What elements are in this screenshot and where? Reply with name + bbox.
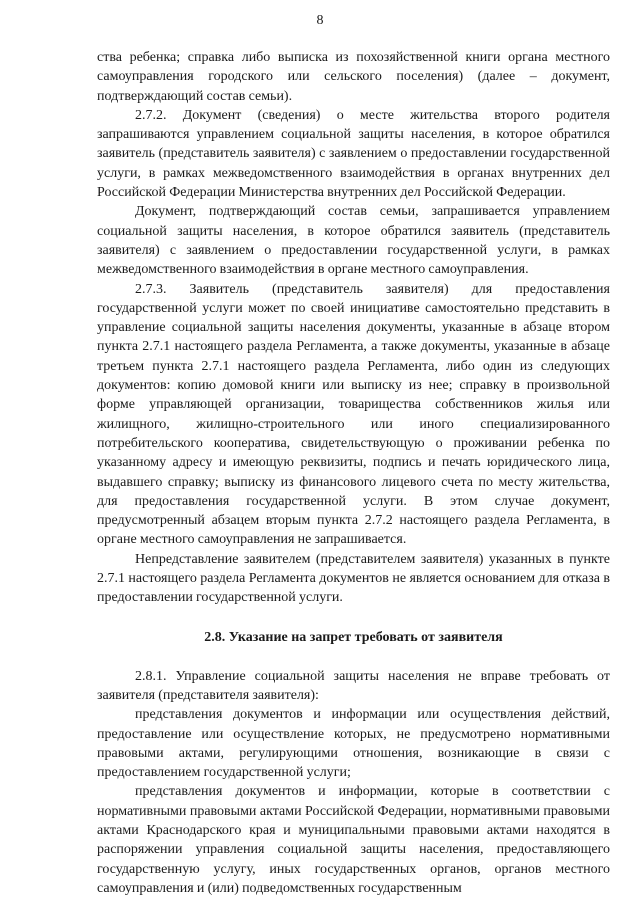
paragraph-2-8-1: 2.8.1. Управление социальной защиты населения не вправе требовать от заявителя (представителя заявителя):	[97, 668, 610, 703]
paragraph-non-submission: Непредставление заявителем (представителем заявителя) указанных в пункте 2.7.1 настоящего раздела Регламента документов не является основанием для отказа в предоставлении государственной услуги.	[97, 551, 610, 606]
paragraph-1: ства ребенка; справка либо выписка из похозяйственной книги органа местного самоуправления городского или сельского поселения) (далее – документ, подтверждающий состав семьи).	[97, 50, 610, 104]
paragraph-2-7-3: 2.7.3. Заявитель (представитель заявителя) для предоставления государственной услуги может по своей инициативе самостоятельно представить в управление социальной защиты населения документы, указанные в абзаце втором пункта 2.7.1 настоящего раздела Регламента, а также документы, указанные в абзаце третьем пункта 2.7.1 настоящего раздела Регламента, либо один из следующих документов: копию домовой книги или выписку из нее; справку в произвольной форме управляющей организации, товарищества собственников жилья или жилищного, жилищно-строительного или иного специализированного потребительского кооператива, свидетельствующую о проживании ребенка по указанному адресу и имеющую реквизиты, подпись и печать юридического лица, выдавшего справку; выписку из финансового лицевого счета по месту жительства, для предоставления государственной услуги. В этом случае документ, предусмотренный абзацем вторым пункта 2.7.2 настоящего раздела Регламента, в органе местного самоуправления не запрашивается.	[97, 281, 610, 548]
page-number: 8	[316, 13, 324, 28]
paragraph-documents-actions: представления документов и информации или осуществления действий, предоставление или осуществление которых, не предусмотрено нормативными правовыми актами, регулирующими отношения, возникающие в связи с предоставлением государственной услуги;	[97, 707, 610, 781]
paragraph-documents-information: представления документов и информации, которые в соответствии с нормативными правовыми актами Российской Федерации, нормативными правовыми актами Краснодарского края и муниципальными правовыми актами находятся в распоряжении управления социальной защиты населения, предоставляющего государственную услугу, иных государственных органов, органов местного самоуправления и (или) подведомственных государственным	[97, 784, 610, 896]
paragraph-2-7-2: 2.7.2. Документ (сведения) о месте жительства второго родителя запрашиваются управлением социальной защиты населения, в которое обратился заявитель (представитель заявителя) с заявлением о предоставлении государственной услуги, в рамках межведомственного взаимодействия в органах внутренних дел Российской Федерации Министерства внутренних дел Российской Федерации.	[97, 107, 610, 201]
page-content	[97, 48, 610, 898]
section-heading: 2.8. Указание на запрет требовать от заявителя	[204, 629, 503, 645]
paragraph-family-composition: Документ, подтверждающий состав семьи, запрашивается управлением социальной защиты населения, в которое обратился заявитель (представитель заявителя) с заявлением о предоставлении государственной услуги, в рамках межведомственного взаимодействия в органе местного самоуправления.	[97, 204, 610, 278]
